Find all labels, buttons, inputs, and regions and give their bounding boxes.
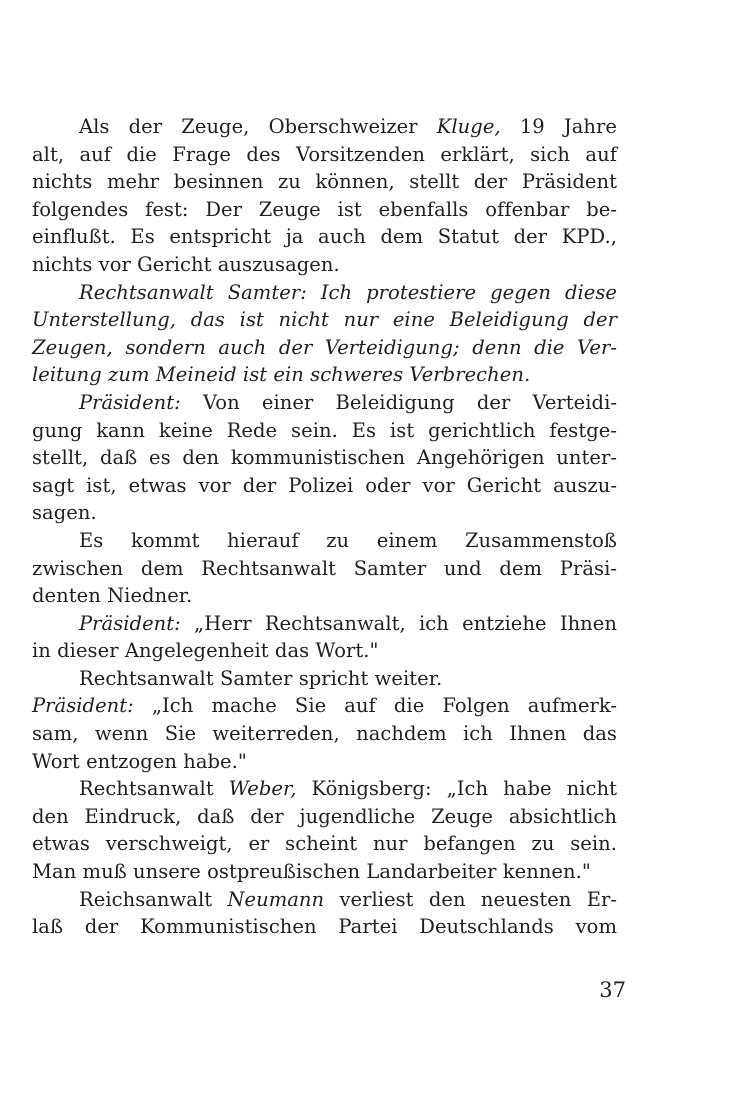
page-text — [32, 113, 617, 941]
text-line: leitung zum Meineid ist ein schweres Verbrechen. — [32, 363, 531, 387]
text-line: sam, wenn Sie weiterreden, nachdem ich Ihnen das — [32, 722, 617, 746]
text-line: Wort entzogen habe." — [32, 749, 247, 773]
text-line: Rechtsanwalt Weber, Königsberg: „Ich habe nicht — [79, 777, 617, 801]
text-line: sagen. — [32, 501, 97, 525]
text-line: nichts mehr besinnen zu können, stellt der Präsident — [32, 170, 617, 194]
text-line: Unterstellung, das ist nicht nur eine Beleidigung der — [32, 308, 617, 332]
text-line: in dieser Angelegenheit das Wort." — [32, 639, 379, 663]
text-line: etwas verschweigt, er scheint nur befangen zu sein. — [32, 832, 617, 856]
page-number: 37 — [599, 978, 626, 1002]
text-line: Präsident: Von einer Beleidigung der Verteidi- — [79, 390, 617, 414]
text-line: Rechtsanwalt Samter: Ich protestiere gegen diese — [79, 280, 617, 304]
text-line: sagt ist, etwas vor der Polizei oder vor Gericht auszu- — [32, 473, 617, 497]
text-line: Man muß unsere ostpreußischen Landarbeiter kennen." — [32, 860, 591, 884]
text-line: zwischen dem Rechtsanwalt Samter und dem Präsi- — [32, 556, 617, 580]
text-line: Es kommt hierauf zu einem Zusammenstoß — [79, 528, 617, 552]
text-line: laß der Kommunistischen Partei Deutschlands vom — [32, 915, 617, 939]
text-line: einflußt. Es entspricht ja auch dem Statut der KPD., — [32, 225, 617, 249]
text-line: Präsident: „Herr Rechtsanwalt, ich entziehe Ihnen — [79, 611, 617, 635]
text-line: nichts vor Gericht auszusagen. — [32, 252, 340, 276]
text-line: folgendes fest: Der Zeuge ist ebenfalls offenbar be- — [32, 197, 617, 221]
text-line: Zeugen, sondern auch der Verteidigung; denn die Ver- — [32, 335, 617, 359]
text-line: Präsident: „Ich mache Sie auf die Folgen aufmerk- — [32, 694, 617, 718]
text-line: stellt, daß es den kommunistischen Angehörigen unter- — [32, 446, 617, 470]
text-line: alt, auf die Frage des Vorsitzenden erklärt, sich auf — [32, 142, 617, 166]
text-line: Reichsanwalt Neumann verliest den neuesten Er- — [79, 887, 617, 911]
text-line: Rechtsanwalt Samter spricht weiter. — [79, 666, 443, 690]
text-line: Als der Zeuge, Oberschweizer Kluge, 19 Jahre — [79, 115, 617, 138]
text-line: den Eindruck, daß der jugendliche Zeuge absichtlich — [32, 804, 617, 828]
text-line: denten Niedner. — [32, 584, 193, 608]
text-line: gung kann keine Rede sein. Es ist gerichtlich festge- — [32, 418, 617, 442]
